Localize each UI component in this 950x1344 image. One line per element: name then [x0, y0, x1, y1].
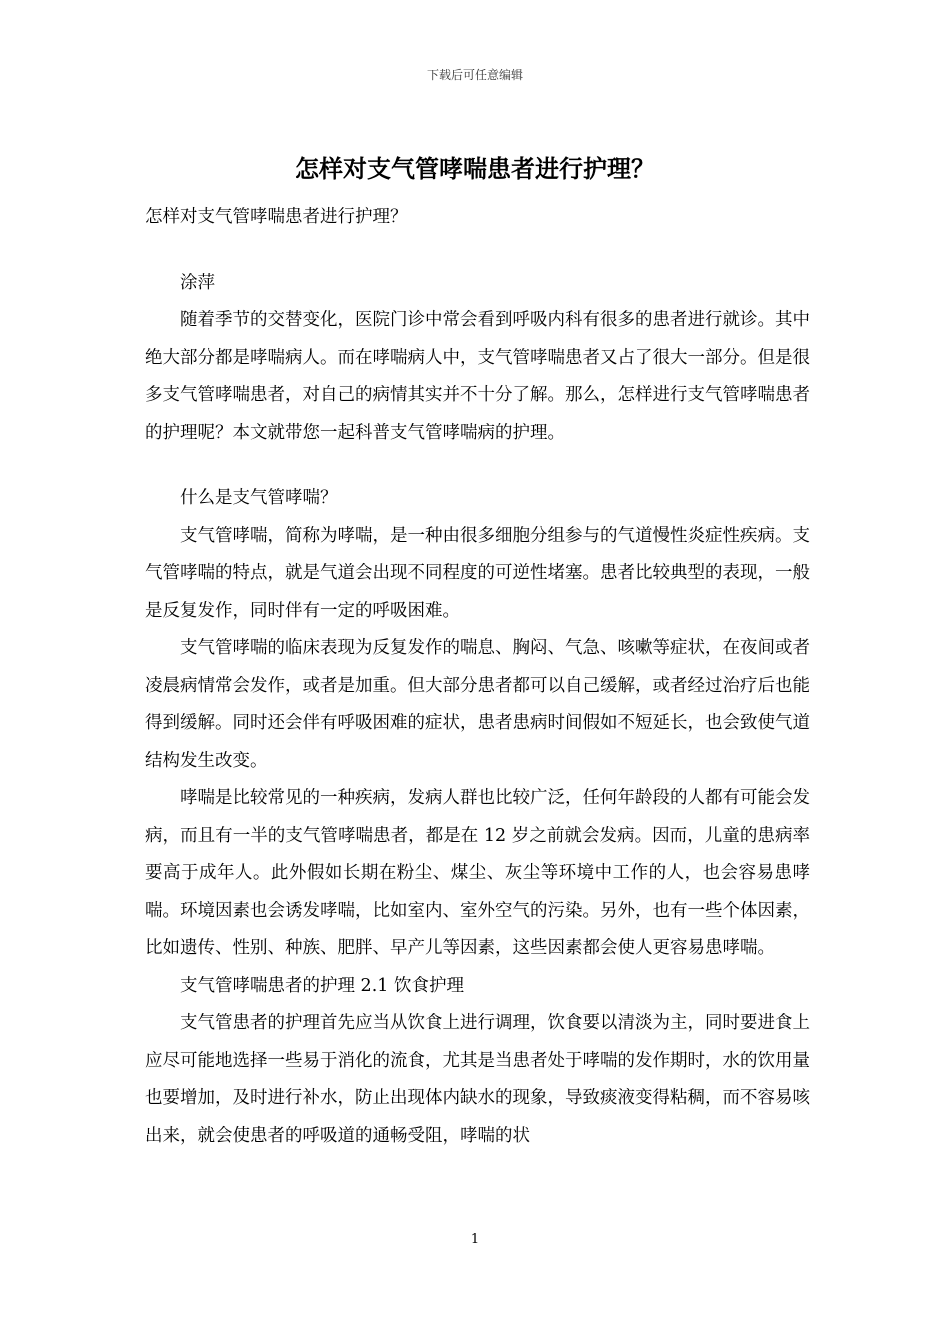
- author-line: 涂萍: [180, 272, 215, 293]
- page-number: 1: [470, 1232, 480, 1247]
- header-note: 下载后可任意编辑: [426, 68, 523, 82]
- paragraph-intro: 随着季节的交替变化，医院门诊中常会看到呼吸内科有很多的患者进行就诊。其中绝大部分都是哮喘病人。而在哮喘病人中，支气管哮喘患者又占了很大一部分。但是很多支气管哮喘患者，对自己的病情其实并不十分了解。那么，怎样进行支气管哮喘患者的护理呢？本文就带您一起科普支气管哮喘病的护理。: [145, 310, 810, 443]
- section-heading: 支气管哮喘患者的护理 2.1 饮食护理: [180, 975, 464, 996]
- paragraph-diet-care: 支气管患者的护理首先应当从饮食上进行调理，饮食要以清淡为主，同时要进食上应尽可能地选择一些易于消化的流食，尤其是当患者处于哮喘的发作期时，水的饮用量也要增加，及时进行补水，防止出现体内缺水的现象，导致痰液变得粘稠，而不容易咳出来，就会使患者的呼吸道的通畅受阻，哮喘的状: [145, 1013, 810, 1146]
- subtitle-line: 怎样对支气管哮喘患者进行护理？: [145, 207, 408, 227]
- paragraph-risk-factors: 哮喘是比较常见的一种疾病，发病人群也比较广泛，任何年龄段的人都有可能会发病，而且有一半的支气管哮喘患者，都是在 12 岁之前就会发病。因而，儿童的患病率要高于成年人。此外假如长期在粉尘、煤尘、灰尘等环境中工作的人，也会容易患哮喘。环境因素也会诱发哮喘，比如室内、室外空气的污染。另外，也有一些个体因素，比如遗传、性别、种族、肥胖、早产儿等因素，这些因素都会使人更容易患哮喘。: [145, 788, 810, 958]
- paragraph-definition: 支气管哮喘，简称为哮喘，是一种由很多细胞分组参与的气道慢性炎症性疾病。支气管哮喘的特点，就是气道会出现不同程度的可逆性堵塞。患者比较典型的表现，一般是反复发作，同时伴有一定的呼吸困难。: [145, 525, 810, 621]
- document-title: 怎样对支气管哮喘患者进行护理？: [295, 154, 655, 183]
- blank-line: [145, 452, 810, 480]
- blank-line: [145, 237, 810, 265]
- paragraph-symptoms: 支气管哮喘的临床表现为反复发作的喘息、胸闷、气急、咳嗽等症状，在夜间或者凌晨病情常会发作，或者是加重。但大部分患者都可以自己缓解，或者经过治疗后也能得到缓解。同时还会伴有呼吸困难的症状，患者患病时间假如不短延长，也会致使气道结构发生改变。: [145, 638, 810, 771]
- document-body: [145, 199, 810, 1155]
- section-heading: 什么是支气管哮喘？: [180, 488, 338, 508]
